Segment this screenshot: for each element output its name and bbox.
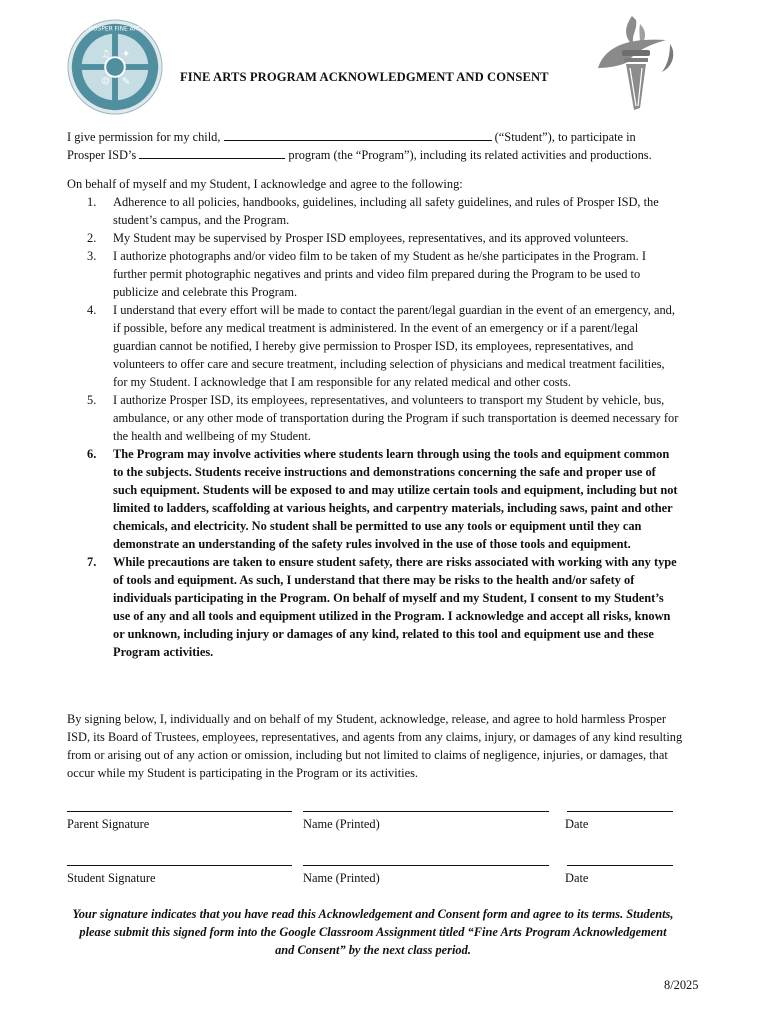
list-item [67, 445, 680, 553]
list-item [67, 391, 680, 445]
list-number: 2. [87, 231, 97, 245]
list-item [67, 247, 680, 301]
list-number: 3. [87, 249, 97, 263]
list-number: 7. [87, 555, 97, 569]
student-name-line[interactable] [303, 865, 549, 866]
parent-name-line[interactable] [303, 811, 549, 812]
seal-text: PROSPER FINE ARTS [85, 26, 145, 33]
list-text: I authorize Prosper ISD, its employees, representatives, and volunteers to transport my Student by vehicle, bus, ambulance, or any other mode of transportation during the Program if such transportation is deemed necessary for the health and wellbeing of my Student. [113, 393, 679, 443]
list-text: The Program may involve activities where students learn through using the tools and equipment common to the subjects. Students receive instructions and demonstrations concerning the safe and proper use of such equipment. Students will be exposed to and may utilize certain tools and equipment, including but not limited to ladders, scaffolding at various heights, and carpentry materials, including saws, paint and other chemicals, and electricity. No student shall be permitted to use any tools or equipment until they can demonstrate an understanding of the safety rules involved in the use of those tools and equipment. [113, 447, 678, 551]
list-item [67, 229, 680, 247]
parent-signature-line[interactable] [67, 811, 292, 812]
revision-date: 8/2025 [664, 978, 699, 992]
svg-text:✦: ✦ [121, 49, 131, 61]
release-statement: By signing below, I, individually and on behalf of my Student, acknowledge, release, and agree to hold harmless Prosper ISD, its Board of Trustees, employees, representatives, and agents from any claims, injury, or damages of any kind resulting from or arising out of any action or omission, including but not limited to claims of negligence, injuries, or damages, that occur while my Student is participating in the Program or its activities. [67, 712, 683, 780]
student-date-label: Date [565, 871, 589, 885]
intro-text-1: I give permission for my child, [67, 130, 224, 144]
list-text: My Student may be supervised by Prosper ISD employees, representatives, and its approved volunteers. [113, 231, 629, 245]
intro-text-3: Prosper ISD’s [67, 148, 140, 162]
list-item [67, 301, 680, 391]
page-title: FINE ARTS PROGRAM ACKNOWLEDGMENT AND CONSENT [180, 70, 549, 84]
list-number: 1. [87, 195, 97, 209]
program-name-field[interactable] [139, 146, 285, 159]
parent-signature-label: Parent Signature [67, 817, 150, 831]
student-signature-line[interactable] [67, 865, 292, 866]
prosper-fine-arts-seal-logo [66, 18, 164, 116]
parent-date-label: Date [565, 817, 589, 831]
parent-date-line[interactable] [567, 811, 673, 812]
child-name-field[interactable] [224, 128, 492, 141]
svg-text:☺: ☺ [101, 76, 111, 88]
student-signature-label: Student Signature [67, 871, 156, 885]
terms-list [67, 193, 680, 661]
list-number: 5. [87, 393, 97, 407]
torch-logo [586, 10, 682, 116]
parent-name-label: Name (Printed) [303, 817, 380, 831]
intro-text-4: program (the “Program”), including its related activities and productions. [285, 148, 652, 162]
list-item [67, 553, 680, 661]
list-number: 6. [87, 447, 97, 461]
list-text: I understand that every effort will be made to contact the parent/legal guardian in the event of an emergency, and, if possible, before any medical treatment is administered. In the event of an emergency or if a parent/legal guardian cannot be notified, I hereby give permission to Prosper ISD, its employees, representatives, and volunteers to offer care and secure treatment, including selection of physicians and medical treatment facilities, for my Student. I acknowledge that I am responsible for any related medical and other costs. [113, 303, 675, 389]
list-text: While precautions are taken to ensure student safety, there are risks associated with working with any type of tools and equipment. As such, I understand that there may be risks to the health and/or safety of individuals participating in the Program. On behalf of myself and my Student, I consent to my Student’s use of any and all tools and equipment utilized in the Program. I acknowledge and accept all risks, known or unknown, including injury or damages of any kind, related to this tool and equipment use and these Program activities. [113, 555, 677, 659]
student-name-label: Name (Printed) [303, 871, 380, 885]
footer-instructions: Your signature indicates that you have read this Acknowledgement and Consent form and agree to its terms. Students, please submit this signed form into the Google Classroom Assignment titled “Fine Arts Program Acknowledgement and Consent” by the next class period. [72, 907, 674, 957]
intro-text-2: (“Student”), to participate in [491, 130, 636, 144]
svg-text:♫: ♫ [101, 49, 111, 61]
permission-statement [67, 128, 707, 164]
svg-text:✎: ✎ [121, 76, 131, 88]
acknowledgement-lead: On behalf of myself and my Student, I acknowledge and agree to the following: [67, 177, 463, 191]
list-number: 4. [87, 303, 97, 317]
student-date-line[interactable] [567, 865, 673, 866]
list-item [67, 193, 680, 229]
list-text: I authorize photographs and/or video film to be taken of my Student as he/she participates in the Program. I further permit photographic negatives and prints and video film prepared during the Program to be used to publicize and celebrate this Program. [113, 249, 647, 299]
list-text: Adherence to all policies, handbooks, guidelines, including all safety guidelines, and rules of Prosper ISD, the student’s campus, and the Program. [113, 195, 659, 227]
